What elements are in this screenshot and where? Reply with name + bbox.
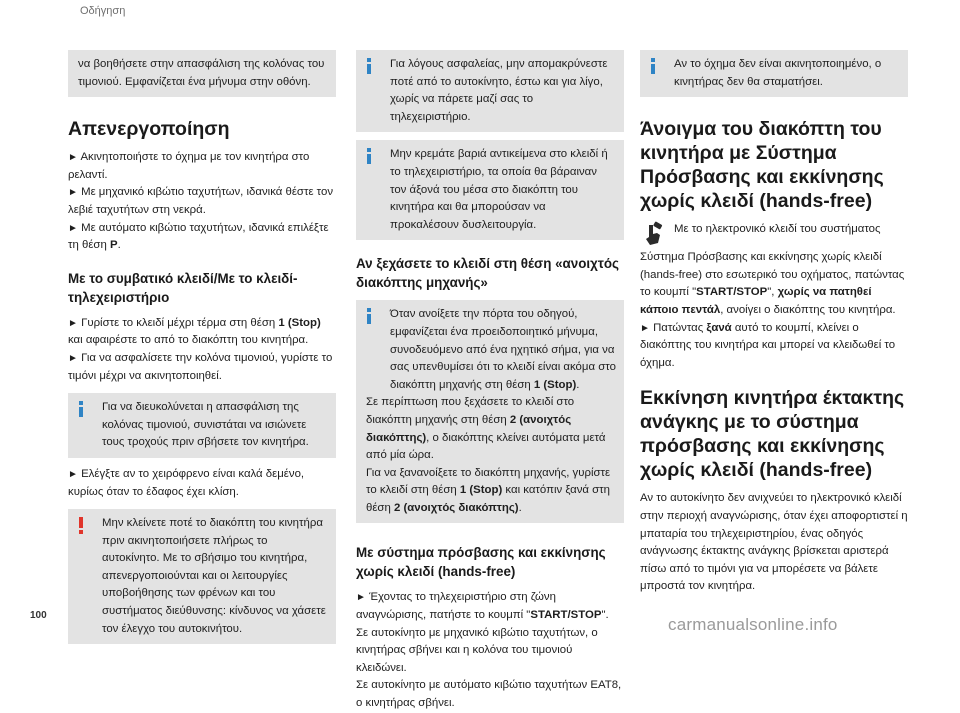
info-icon — [78, 401, 87, 417]
info-box: Για λόγους ασφαλείας, μην απομακρύνεστε ποτέ από το αυτοκίνητο, έστω και για λίγο, χωρίς να πάρετε μαζί σας το τηλεχειριστήριο. — [356, 50, 624, 132]
instruction: ► Γυρίστε το κλειδί μέχρι τέρμα στη θέση 1 (Stop) και αφαιρέστε το από το διακόπτη του κινητήρα. — [68, 316, 321, 347]
instruction: ► Ελέγξτε αν το χειρόφρενο είναι καλά δεμένο, κυρίως όταν το έδαφος έχει κλίση. — [68, 467, 305, 498]
column-2 — [356, 50, 624, 713]
heading-deactivation: Απενεργοποίηση — [68, 118, 230, 141]
instruction: ► Πατώντας ξανά αυτό το κουμπί, κλείνει ο διακόπτης του κινητήρα και μπορεί να κλειδωθεί το όχημα. — [640, 321, 896, 369]
warning-box: Μην κλείνετε ποτέ το διακόπτη του κινητήρα πριν ακινητοποιήσετε πλήρως το αυτοκίνητο. Με το σβήσιμο του κινητήρα, απενεργοποιούνται και οι λειτουργίες υποβοήθησης των φρένων και του συστήματος διεύθυνσης: κίνδυνος να χάσετε τον έλεγχο του αυτοκινήτου. — [68, 509, 336, 644]
instruction: ► Έχοντας το τηλεχειριστήριο στη ζώνη αναγνώρισης, πατήστε το κουμπί "START/STOP". — [356, 591, 609, 622]
paragraph: Αν το αυτοκίνητο δεν ανιχνεύει το ηλεκτρονικό κλειδί στην περιοχή αναγνώρισης, όταν έχει αποφορτιστεί η μπαταρία του τηλεχειριστηρίου, ένας οδηγός ανάγνωσης έκτακτης ανάγκης βρίσκεται αριστερά πίσω από το τιμόνι για να μπορέσετε να βάλετε μπροστά τον κινητήρα. — [640, 492, 908, 593]
instruction: ► Με μηχανικό κιβώτιο ταχυτήτων, ιδανικά θέστε τον λεβιέ ταχυτήτων στη νεκρά. — [68, 186, 334, 216]
instruction: ► Ακινητοποιήστε το όχημα με τον κινητήρα στο ρελαντί. — [68, 151, 310, 181]
info-box: Όταν ανοίξετε την πόρτα του οδηγού, εμφανίζεται ένα προειδοποιητικό μήνυμα, συνοδευόμενο από ένα ηχητικό σήμα, για να σας υπενθυμίσει ότι το κλειδί είναι ακόμα στο διακόπτη μηχανής στη θέση 1 (Stop). Σε περίπτωση που ξεχάσετε το κλειδί στο διακόπτη μηχανής στη θέση 2 (ανοιχτός διακόπτης), ο διακόπτης κλείνει αυτόματα μετά από μία ώρα. Για να ξανανοίξετε το διακόπτη μηχανής, γυρίστε το κλειδί στη θέση 1 (Stop) και κατόπιν ξανά στη θέση 2 (ανοιχτός διακόπτης). — [356, 300, 624, 523]
note-text: να βοηθήσετε στην απασφάλιση της κολόνας του τιμονιού. Εμφανίζεται ένα μήνυμα στην οθόνη. — [78, 58, 325, 88]
page-number: 100 — [30, 610, 47, 621]
hand-key-icon — [640, 221, 666, 249]
paragraph: Με το ηλεκτρονικό κλειδί του συστήματος Σύστημα Πρόσβασης και εκκίνησης χωρίς κλειδί (hands-free) στο εσωτερικό του οχήματος, πατώντας το κουμπί "START/STOP", χωρίς να πατηθεί κάποιο πεντάλ, ανοίγει ο διακόπτης του κινητήρα. — [640, 223, 905, 316]
paragraph: Σε αυτοκίνητο με αυτόματο κιβώτιο ταχυτήτων EAT8, ο κινητήρας σβήνει. — [356, 679, 622, 710]
heading-forgotten-key: Αν ξεχάσετε το κλειδί στη θέση «ανοιχτός διακόπτης μηχανής» — [356, 256, 619, 291]
instruction: ► Με αυτόματο κιβώτιο ταχυτήτων, ιδανικά επιλέξτε τη θέση P. — [68, 221, 329, 252]
heading-key: Με το συμβατικό κλειδί/Με το κλειδί-τηλεχειριστήριο — [68, 270, 298, 305]
arrow-bullet-icon: ► — [68, 187, 78, 199]
column-1 — [68, 50, 336, 644]
info-icon — [366, 308, 375, 324]
note-box — [68, 50, 336, 97]
arrow-bullet-icon: ► — [68, 152, 78, 164]
info-icon — [366, 148, 375, 164]
info-icon — [650, 58, 659, 74]
running-header: Οδήγηση — [80, 5, 126, 17]
watermark: carmanualsonline.info — [668, 615, 838, 634]
arrow-bullet-icon: ► — [68, 468, 78, 480]
arrow-bullet-icon: ► — [68, 222, 78, 234]
info-box: Μην κρεμάτε βαριά αντικείμενα στο κλειδί ή το τηλεχειριστήριο, τα οποία θα βάραιναν τον άξονά του μέσα στο διακόπτη του κινητήρα και θα μπορούσαν να προκαλέσουν δυσλειτουργία. — [356, 140, 624, 240]
paragraph: Σε αυτοκίνητο με μηχανικό κιβώτιο ταχυτήτων, ο κινητήρας σβήνει και η κολόνα του τιμονιού κλειδώνει. — [356, 626, 598, 674]
info-box: Για να διευκολύνεται η απασφάλιση της κολόνας τιμονιού, συνιστάται να ισιώνετε τους τροχούς πριν σβήσετε τον κινητήρα. — [68, 393, 336, 458]
arrow-bullet-icon: ► — [68, 352, 78, 364]
heading-open-ignition: Άνοιγμα του διακόπτη του κινητήρα με Σύστημα Πρόσβασης και εκκίνησης χωρίς κλειδί (hands-free) — [640, 118, 884, 213]
arrow-bullet-icon: ► — [640, 322, 650, 334]
column-3 — [640, 50, 908, 596]
warning-icon — [78, 517, 87, 534]
instruction: ► Για να ασφαλίσετε την κολόνα τιμονιού, γυρίστε το τιμόνι μέχρι να ακινητοποιηθεί. — [68, 351, 333, 382]
arrow-bullet-icon: ► — [68, 317, 78, 329]
arrow-bullet-icon: ► — [356, 592, 366, 604]
info-box: Αν το όχημα δεν είναι ακινητοποιημένο, ο κινητήρας δεν θα σταματήσει. — [640, 50, 908, 97]
heading-emergency-start: Εκκίνηση κινητήρα έκτακτης ανάγκης με το σύστημα πρόσβασης και εκκίνησης χωρίς κλειδί (hands-free) — [640, 387, 905, 482]
heading-hands-free: Με σύστημα πρόσβασης και εκκίνησης χωρίς κλειδί (hands-free) — [356, 545, 606, 580]
info-icon — [366, 58, 375, 74]
